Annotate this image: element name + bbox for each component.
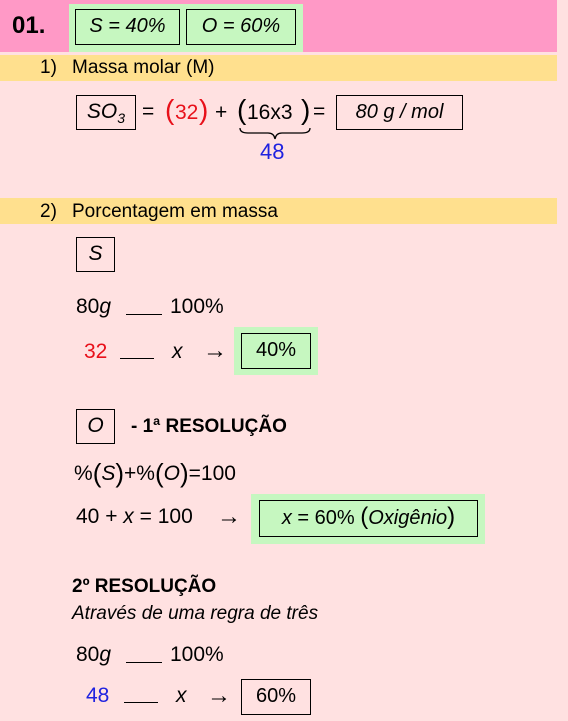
o-rule-dash-top — [126, 662, 162, 663]
o-rule-left-top: 80g — [76, 643, 112, 666]
res1-result: x = 60% (Oxigênio) — [259, 500, 478, 537]
o-rule-right-top: 100% — [170, 643, 224, 666]
section2-title: Porcentagem em massa — [72, 201, 278, 222]
term-o: 16x3 — [247, 101, 293, 124]
formula-text: SO — [86, 100, 118, 123]
o-rule-result: 60% — [241, 679, 311, 715]
answer-o-box: O = 60% — [186, 9, 296, 45]
s-rule-left-bottom: 32 — [84, 340, 108, 363]
o-rule-left-bottom: 48 — [86, 684, 110, 707]
res1-line2: 40 + x = 100 — [76, 505, 193, 528]
oxygen-label-box: O — [76, 409, 115, 444]
s-rule-result: 40% — [241, 333, 311, 369]
paren-close-1: ) — [199, 94, 209, 125]
underbrace-icon — [238, 126, 312, 140]
equals-1: = — [142, 100, 155, 123]
o-rule-dash-bottom — [124, 702, 158, 703]
formula-subscript: 3 — [117, 110, 126, 127]
o-rule-right-bottom: x — [176, 684, 187, 707]
answer-s-box: S = 40% — [75, 9, 180, 45]
paren-close-2: ) — [301, 94, 311, 125]
s-rule-arrow-icon: → — [203, 337, 227, 364]
s-rule-right-top: 100% — [170, 295, 224, 318]
res1-title: - 1ª RESOLUÇÃO — [131, 416, 287, 437]
formula-box — [76, 95, 136, 130]
s-rule-dash-top — [126, 314, 162, 315]
s-rule-right-bottom: x — [172, 340, 183, 363]
section1-number: 1) — [40, 57, 57, 78]
paren-open-1: ( — [165, 94, 175, 125]
plus-sign: + — [215, 101, 228, 124]
paren-open-2: ( — [237, 94, 247, 125]
molar-mass-result: 80 g / mol — [336, 95, 463, 130]
res1-line1: %(S)+%(O)=100 — [74, 458, 236, 488]
term-s: 32 — [175, 101, 199, 124]
question-number: 01. — [12, 12, 46, 39]
res1-arrow-icon: → — [217, 503, 241, 530]
o-rule-arrow-icon: → — [207, 682, 231, 709]
s-rule-left-top: 80g — [76, 295, 112, 318]
sulfur-label-box: S — [76, 237, 115, 272]
section2-number: 2) — [40, 201, 57, 222]
equals-2: = — [313, 100, 326, 123]
term-o-value: 48 — [260, 139, 285, 164]
res2-title: 2º RESOLUÇÃO — [72, 576, 217, 597]
section1-title: Massa molar (M) — [72, 57, 215, 78]
s-rule-dash-bottom — [120, 358, 154, 359]
res2-subtitle: Através de uma regra de três — [72, 603, 319, 624]
